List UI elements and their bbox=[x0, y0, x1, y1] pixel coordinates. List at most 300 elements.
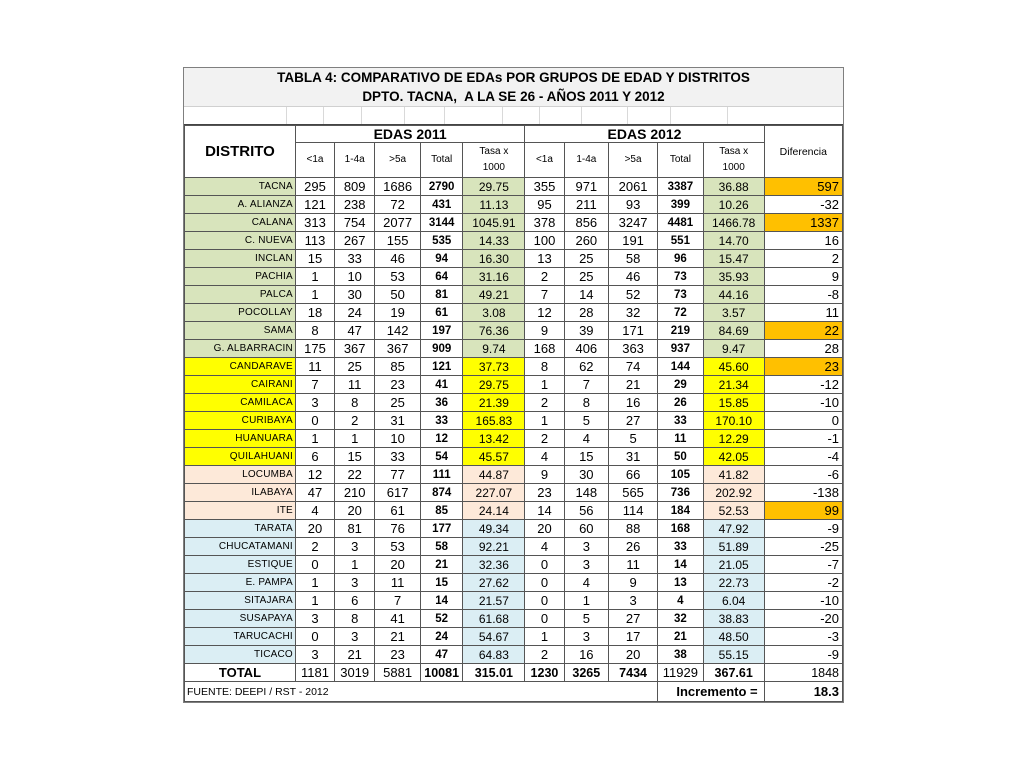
cell-diferencia: 11 bbox=[764, 304, 842, 322]
cell-y2011-total: 58 bbox=[420, 538, 462, 556]
cell-y2012-1-4: 148 bbox=[564, 484, 609, 502]
header-tasa-line-2: 1000 bbox=[482, 162, 505, 173]
cell-y2011-lt1: 4 bbox=[295, 502, 334, 520]
cell-y2012-total: 33 bbox=[658, 538, 704, 556]
total-2011-gt5: 5881 bbox=[375, 664, 421, 682]
cell-y2012-tasa: 22.73 bbox=[703, 574, 764, 592]
cell-y2011-1-4: 754 bbox=[335, 214, 375, 232]
cell-y2011-gt5: 61 bbox=[375, 502, 421, 520]
cell-diferencia: -4 bbox=[764, 448, 842, 466]
cell-y2012-lt1: 13 bbox=[525, 250, 564, 268]
cell-y2011-total: 21 bbox=[420, 556, 462, 574]
total-2012-1-4: 3265 bbox=[564, 664, 609, 682]
cell-y2012-total: 4481 bbox=[658, 214, 704, 232]
table-row bbox=[185, 610, 843, 628]
cell-diferencia: -2 bbox=[764, 574, 842, 592]
cell-y2011-tasa: 54.67 bbox=[463, 628, 525, 646]
cell-y2011-lt1: 0 bbox=[295, 628, 334, 646]
cell-y2012-gt5: 191 bbox=[609, 232, 658, 250]
cell-diferencia: 22 bbox=[764, 322, 842, 340]
cell-y2011-tasa: 29.75 bbox=[463, 178, 525, 196]
cell-y2011-total: 14 bbox=[420, 592, 462, 610]
cell-y2012-gt5: 32 bbox=[609, 304, 658, 322]
district-name: CANDARAVE bbox=[185, 358, 296, 376]
district-name: PACHIA bbox=[185, 268, 296, 286]
cell-y2012-total: 73 bbox=[658, 268, 704, 286]
cell-y2012-gt5: 3 bbox=[609, 592, 658, 610]
table-row bbox=[185, 214, 843, 232]
table-row bbox=[185, 430, 843, 448]
cell-y2011-total: 12 bbox=[420, 430, 462, 448]
cell-y2011-lt1: 0 bbox=[295, 412, 334, 430]
cell-y2012-tasa: 9.47 bbox=[703, 340, 764, 358]
cell-y2011-lt1: 15 bbox=[295, 250, 334, 268]
cell-y2012-tasa: 36.88 bbox=[703, 178, 764, 196]
spreadsheet-table bbox=[183, 67, 844, 703]
cell-y2011-gt5: 155 bbox=[375, 232, 421, 250]
header-edas-2011: EDAS 2011 bbox=[295, 126, 524, 143]
cell-y2011-1-4: 8 bbox=[335, 610, 375, 628]
cell-y2012-total: 96 bbox=[658, 250, 704, 268]
cell-y2011-total: 2790 bbox=[420, 178, 462, 196]
cell-y2011-1-4: 20 bbox=[335, 502, 375, 520]
cell-y2011-total: 15 bbox=[420, 574, 462, 592]
total-2012-tasa: 367.61 bbox=[703, 664, 764, 682]
cell-y2012-lt1: 355 bbox=[525, 178, 564, 196]
cell-y2011-tasa: 31.16 bbox=[463, 268, 525, 286]
cell-y2011-1-4: 47 bbox=[335, 322, 375, 340]
table-row bbox=[185, 232, 843, 250]
table-title-line-1: TABLA 4: COMPARATIVO DE EDAs POR GRUPOS DE EDAD Y DISTRITOS bbox=[277, 70, 750, 85]
cell-y2011-1-4: 22 bbox=[335, 466, 375, 484]
header-gt5-2012: >5a bbox=[609, 143, 658, 178]
header-1-4: 1-4a bbox=[335, 143, 375, 178]
cell-y2012-tasa: 170.10 bbox=[703, 412, 764, 430]
cell-diferencia: -7 bbox=[764, 556, 842, 574]
header-lt1: <1a bbox=[295, 143, 334, 178]
cell-y2011-total: 41 bbox=[420, 376, 462, 394]
cell-y2012-1-4: 971 bbox=[564, 178, 609, 196]
cell-y2011-1-4: 15 bbox=[335, 448, 375, 466]
cell-y2012-1-4: 28 bbox=[564, 304, 609, 322]
cell-diferencia: -6 bbox=[764, 466, 842, 484]
cell-y2011-lt1: 47 bbox=[295, 484, 334, 502]
cell-y2012-1-4: 8 bbox=[564, 394, 609, 412]
cell-diferencia: -25 bbox=[764, 538, 842, 556]
table-row bbox=[185, 628, 843, 646]
cell-y2011-tasa: 45.57 bbox=[463, 448, 525, 466]
cell-y2012-1-4: 25 bbox=[564, 250, 609, 268]
table-row bbox=[185, 340, 843, 358]
cell-y2011-total: 874 bbox=[420, 484, 462, 502]
cell-y2011-lt1: 313 bbox=[295, 214, 334, 232]
cell-y2012-1-4: 14 bbox=[564, 286, 609, 304]
total-row bbox=[185, 664, 843, 682]
cell-y2012-tasa: 45.60 bbox=[703, 358, 764, 376]
district-name: INCLAN bbox=[185, 250, 296, 268]
cell-y2012-gt5: 3247 bbox=[609, 214, 658, 232]
cell-y2012-gt5: 114 bbox=[609, 502, 658, 520]
cell-y2012-1-4: 39 bbox=[564, 322, 609, 340]
cell-y2011-total: 64 bbox=[420, 268, 462, 286]
cell-y2011-tasa: 44.87 bbox=[463, 466, 525, 484]
header-tasa-2012 bbox=[703, 143, 764, 178]
table-row bbox=[185, 502, 843, 520]
cell-y2011-1-4: 3 bbox=[335, 574, 375, 592]
cell-y2011-lt1: 2 bbox=[295, 538, 334, 556]
cell-y2012-total: 14 bbox=[658, 556, 704, 574]
cell-y2011-1-4: 6 bbox=[335, 592, 375, 610]
cell-y2012-tasa: 44.16 bbox=[703, 286, 764, 304]
table-row bbox=[185, 250, 843, 268]
header-edas-2012: EDAS 2012 bbox=[525, 126, 764, 143]
cell-y2011-gt5: 53 bbox=[375, 268, 421, 286]
cell-y2012-lt1: 378 bbox=[525, 214, 564, 232]
total-2011-lt1: 1181 bbox=[295, 664, 334, 682]
cell-y2011-tasa: 13.42 bbox=[463, 430, 525, 448]
cell-diferencia: -32 bbox=[764, 196, 842, 214]
cell-y2011-gt5: 46 bbox=[375, 250, 421, 268]
cell-y2011-lt1: 0 bbox=[295, 556, 334, 574]
cell-y2011-gt5: 23 bbox=[375, 646, 421, 664]
table-row bbox=[185, 538, 843, 556]
cell-y2011-lt1: 18 bbox=[295, 304, 334, 322]
cell-y2011-lt1: 175 bbox=[295, 340, 334, 358]
cell-y2011-gt5: 20 bbox=[375, 556, 421, 574]
cell-y2012-1-4: 60 bbox=[564, 520, 609, 538]
cell-y2011-tasa: 27.62 bbox=[463, 574, 525, 592]
cell-y2012-lt1: 9 bbox=[525, 322, 564, 340]
cell-y2011-lt1: 1 bbox=[295, 430, 334, 448]
cell-y2011-tasa: 3.08 bbox=[463, 304, 525, 322]
total-2011-1-4: 3019 bbox=[335, 664, 375, 682]
district-name: ESTIQUE bbox=[185, 556, 296, 574]
cell-y2012-1-4: 211 bbox=[564, 196, 609, 214]
cell-y2012-lt1: 8 bbox=[525, 358, 564, 376]
cell-y2011-1-4: 25 bbox=[335, 358, 375, 376]
cell-y2012-gt5: 17 bbox=[609, 628, 658, 646]
header-diferencia: Diferencia bbox=[764, 126, 842, 178]
header-1-4-2012: 1-4a bbox=[564, 143, 609, 178]
cell-y2011-total: 909 bbox=[420, 340, 462, 358]
cell-y2011-tasa: 61.68 bbox=[463, 610, 525, 628]
cell-y2012-tasa: 12.29 bbox=[703, 430, 764, 448]
cell-y2012-tasa: 3.57 bbox=[703, 304, 764, 322]
cell-y2011-1-4: 21 bbox=[335, 646, 375, 664]
cell-y2011-1-4: 1 bbox=[335, 556, 375, 574]
cell-y2011-1-4: 2 bbox=[335, 412, 375, 430]
cell-y2011-1-4: 10 bbox=[335, 268, 375, 286]
cell-y2011-total: 52 bbox=[420, 610, 462, 628]
district-name: ILABAYA bbox=[185, 484, 296, 502]
table-row bbox=[185, 286, 843, 304]
district-name: POCOLLAY bbox=[185, 304, 296, 322]
table-row bbox=[185, 448, 843, 466]
cell-diferencia: -10 bbox=[764, 394, 842, 412]
table-row bbox=[185, 304, 843, 322]
table-row bbox=[185, 646, 843, 664]
district-name: SAMA bbox=[185, 322, 296, 340]
district-name: SITAJARA bbox=[185, 592, 296, 610]
cell-y2011-gt5: 85 bbox=[375, 358, 421, 376]
table-row bbox=[185, 376, 843, 394]
cell-diferencia: 23 bbox=[764, 358, 842, 376]
cell-diferencia: -8 bbox=[764, 286, 842, 304]
cell-y2012-tasa: 14.70 bbox=[703, 232, 764, 250]
cell-y2012-tasa: 47.92 bbox=[703, 520, 764, 538]
cell-y2011-total: 3144 bbox=[420, 214, 462, 232]
cell-diferencia: 0 bbox=[764, 412, 842, 430]
cell-y2012-total: 29 bbox=[658, 376, 704, 394]
cell-y2012-gt5: 363 bbox=[609, 340, 658, 358]
cell-y2012-1-4: 3 bbox=[564, 538, 609, 556]
cell-y2011-gt5: 2077 bbox=[375, 214, 421, 232]
cell-y2012-1-4: 3 bbox=[564, 556, 609, 574]
cell-y2011-1-4: 24 bbox=[335, 304, 375, 322]
cell-y2011-lt1: 7 bbox=[295, 376, 334, 394]
cell-y2011-1-4: 11 bbox=[335, 376, 375, 394]
cell-y2012-1-4: 16 bbox=[564, 646, 609, 664]
footer-source: FUENTE: DEEPI / RST - 2012 bbox=[185, 682, 658, 702]
cell-y2012-1-4: 406 bbox=[564, 340, 609, 358]
total-2011-total: 10081 bbox=[420, 664, 462, 682]
district-name: CURIBAYA bbox=[185, 412, 296, 430]
cell-y2011-tasa: 14.33 bbox=[463, 232, 525, 250]
cell-y2012-1-4: 25 bbox=[564, 268, 609, 286]
district-name: HUANUARA bbox=[185, 430, 296, 448]
cell-y2011-tasa: 76.36 bbox=[463, 322, 525, 340]
cell-y2012-total: 551 bbox=[658, 232, 704, 250]
cell-y2011-gt5: 617 bbox=[375, 484, 421, 502]
cell-y2012-tasa: 1466.78 bbox=[703, 214, 764, 232]
cell-y2011-1-4: 3 bbox=[335, 628, 375, 646]
cell-y2011-tasa: 24.14 bbox=[463, 502, 525, 520]
cell-y2011-gt5: 31 bbox=[375, 412, 421, 430]
table-row bbox=[185, 358, 843, 376]
cell-y2011-tasa: 165.83 bbox=[463, 412, 525, 430]
cell-diferencia: -20 bbox=[764, 610, 842, 628]
table-row bbox=[185, 574, 843, 592]
district-name: C. NUEVA bbox=[185, 232, 296, 250]
cell-y2011-lt1: 121 bbox=[295, 196, 334, 214]
cell-y2012-gt5: 74 bbox=[609, 358, 658, 376]
cell-y2012-gt5: 93 bbox=[609, 196, 658, 214]
cell-y2011-1-4: 3 bbox=[335, 538, 375, 556]
cell-y2012-gt5: 27 bbox=[609, 412, 658, 430]
cell-y2011-tasa: 21.57 bbox=[463, 592, 525, 610]
cell-y2011-tasa: 29.75 bbox=[463, 376, 525, 394]
footer-row bbox=[185, 682, 843, 702]
cell-y2012-lt1: 168 bbox=[525, 340, 564, 358]
cell-y2012-gt5: 66 bbox=[609, 466, 658, 484]
cell-y2012-lt1: 1 bbox=[525, 628, 564, 646]
cell-y2012-gt5: 16 bbox=[609, 394, 658, 412]
cell-y2012-tasa: 84.69 bbox=[703, 322, 764, 340]
cell-y2012-total: 736 bbox=[658, 484, 704, 502]
cell-y2012-total: 72 bbox=[658, 304, 704, 322]
cell-y2012-1-4: 5 bbox=[564, 610, 609, 628]
cell-y2011-tasa: 92.21 bbox=[463, 538, 525, 556]
cell-y2012-tasa: 38.83 bbox=[703, 610, 764, 628]
table-row bbox=[185, 592, 843, 610]
cell-y2012-tasa: 10.26 bbox=[703, 196, 764, 214]
table-row bbox=[185, 520, 843, 538]
cell-y2012-gt5: 26 bbox=[609, 538, 658, 556]
cell-y2012-total: 168 bbox=[658, 520, 704, 538]
cell-y2012-tasa: 21.34 bbox=[703, 376, 764, 394]
cell-y2011-tasa: 9.74 bbox=[463, 340, 525, 358]
cell-y2011-total: 177 bbox=[420, 520, 462, 538]
cell-y2012-total: 32 bbox=[658, 610, 704, 628]
cell-y2011-total: 111 bbox=[420, 466, 462, 484]
cell-y2012-tasa: 15.85 bbox=[703, 394, 764, 412]
cell-diferencia: -10 bbox=[764, 592, 842, 610]
district-name: LOCUMBA bbox=[185, 466, 296, 484]
cell-y2011-gt5: 41 bbox=[375, 610, 421, 628]
cell-diferencia: -12 bbox=[764, 376, 842, 394]
header-tasa-2012-line-1: Tasa x bbox=[719, 146, 749, 157]
table-row bbox=[185, 268, 843, 286]
cell-y2011-gt5: 25 bbox=[375, 394, 421, 412]
table-row bbox=[185, 466, 843, 484]
cell-y2011-lt1: 12 bbox=[295, 466, 334, 484]
cell-y2011-gt5: 76 bbox=[375, 520, 421, 538]
cell-diferencia: 16 bbox=[764, 232, 842, 250]
cell-y2011-lt1: 1 bbox=[295, 592, 334, 610]
district-name: G. ALBARRACIN bbox=[185, 340, 296, 358]
district-name: QUILAHUANI bbox=[185, 448, 296, 466]
cell-y2012-total: 399 bbox=[658, 196, 704, 214]
cell-y2011-tasa: 37.73 bbox=[463, 358, 525, 376]
cell-y2012-gt5: 5 bbox=[609, 430, 658, 448]
table-row bbox=[185, 322, 843, 340]
cell-y2011-tasa: 1045.91 bbox=[463, 214, 525, 232]
table-row bbox=[185, 178, 843, 196]
cell-y2011-lt1: 1 bbox=[295, 268, 334, 286]
cell-y2011-gt5: 72 bbox=[375, 196, 421, 214]
cell-y2011-1-4: 33 bbox=[335, 250, 375, 268]
cell-y2012-lt1: 0 bbox=[525, 592, 564, 610]
cell-y2012-lt1: 1 bbox=[525, 376, 564, 394]
cell-y2012-total: 105 bbox=[658, 466, 704, 484]
cell-y2012-total: 219 bbox=[658, 322, 704, 340]
cell-y2011-tasa: 32.36 bbox=[463, 556, 525, 574]
empty-spacer-row bbox=[184, 107, 843, 125]
table-row bbox=[185, 556, 843, 574]
cell-y2012-tasa: 6.04 bbox=[703, 592, 764, 610]
district-name: TARUCACHI bbox=[185, 628, 296, 646]
district-name: TICACO bbox=[185, 646, 296, 664]
cell-diferencia: 597 bbox=[764, 178, 842, 196]
header-distrito: DISTRITO bbox=[185, 126, 296, 178]
header-tasa bbox=[463, 143, 525, 178]
cell-y2012-1-4: 15 bbox=[564, 448, 609, 466]
cell-y2011-gt5: 11 bbox=[375, 574, 421, 592]
cell-y2012-1-4: 856 bbox=[564, 214, 609, 232]
table-title bbox=[184, 68, 843, 107]
cell-y2012-total: 33 bbox=[658, 412, 704, 430]
cell-y2012-total: 4 bbox=[658, 592, 704, 610]
cell-y2012-total: 937 bbox=[658, 340, 704, 358]
district-name: CAMILACA bbox=[185, 394, 296, 412]
cell-y2011-total: 94 bbox=[420, 250, 462, 268]
cell-y2012-lt1: 4 bbox=[525, 448, 564, 466]
cell-y2012-gt5: 31 bbox=[609, 448, 658, 466]
cell-y2012-1-4: 30 bbox=[564, 466, 609, 484]
cell-y2011-gt5: 10 bbox=[375, 430, 421, 448]
cell-diferencia: -9 bbox=[764, 520, 842, 538]
cell-y2012-gt5: 21 bbox=[609, 376, 658, 394]
cell-y2012-tasa: 42.05 bbox=[703, 448, 764, 466]
cell-diferencia: -3 bbox=[764, 628, 842, 646]
cell-diferencia: -138 bbox=[764, 484, 842, 502]
cell-y2012-tasa: 51.89 bbox=[703, 538, 764, 556]
cell-y2012-lt1: 12 bbox=[525, 304, 564, 322]
cell-y2012-total: 21 bbox=[658, 628, 704, 646]
cell-y2011-gt5: 142 bbox=[375, 322, 421, 340]
cell-y2011-total: 33 bbox=[420, 412, 462, 430]
cell-y2011-gt5: 33 bbox=[375, 448, 421, 466]
cell-y2011-lt1: 3 bbox=[295, 646, 334, 664]
cell-y2011-total: 81 bbox=[420, 286, 462, 304]
cell-y2012-tasa: 48.50 bbox=[703, 628, 764, 646]
cell-y2011-gt5: 53 bbox=[375, 538, 421, 556]
district-name: TACNA bbox=[185, 178, 296, 196]
district-name: E. PAMPA bbox=[185, 574, 296, 592]
cell-y2012-lt1: 2 bbox=[525, 430, 564, 448]
cell-y2011-tasa: 64.83 bbox=[463, 646, 525, 664]
cell-y2012-gt5: 11 bbox=[609, 556, 658, 574]
cell-y2012-lt1: 23 bbox=[525, 484, 564, 502]
cell-y2012-tasa: 15.47 bbox=[703, 250, 764, 268]
cell-y2012-gt5: 20 bbox=[609, 646, 658, 664]
cell-y2011-lt1: 20 bbox=[295, 520, 334, 538]
cell-y2012-lt1: 0 bbox=[525, 556, 564, 574]
cell-y2011-tasa: 11.13 bbox=[463, 196, 525, 214]
cell-y2011-gt5: 50 bbox=[375, 286, 421, 304]
cell-y2011-total: 197 bbox=[420, 322, 462, 340]
cell-y2011-gt5: 7 bbox=[375, 592, 421, 610]
cell-y2012-tasa: 52.53 bbox=[703, 502, 764, 520]
cell-y2012-gt5: 27 bbox=[609, 610, 658, 628]
table-row bbox=[185, 394, 843, 412]
cell-y2012-lt1: 2 bbox=[525, 268, 564, 286]
cell-y2012-lt1: 1 bbox=[525, 412, 564, 430]
cell-y2012-lt1: 0 bbox=[525, 610, 564, 628]
cell-y2012-total: 3387 bbox=[658, 178, 704, 196]
table-row bbox=[185, 484, 843, 502]
cell-y2011-1-4: 238 bbox=[335, 196, 375, 214]
cell-y2012-lt1: 100 bbox=[525, 232, 564, 250]
cell-diferencia: -1 bbox=[764, 430, 842, 448]
cell-y2012-1-4: 1 bbox=[564, 592, 609, 610]
header-tasa-line-1: Tasa x bbox=[479, 146, 509, 157]
cell-y2011-lt1: 3 bbox=[295, 394, 334, 412]
cell-y2011-tasa: 16.30 bbox=[463, 250, 525, 268]
cell-y2011-gt5: 77 bbox=[375, 466, 421, 484]
cell-y2011-total: 24 bbox=[420, 628, 462, 646]
cell-y2012-lt1: 95 bbox=[525, 196, 564, 214]
cell-diferencia: 28 bbox=[764, 340, 842, 358]
cell-y2012-gt5: 88 bbox=[609, 520, 658, 538]
cell-y2012-lt1: 7 bbox=[525, 286, 564, 304]
cell-y2011-lt1: 1 bbox=[295, 286, 334, 304]
cell-y2012-gt5: 2061 bbox=[609, 178, 658, 196]
cell-y2012-gt5: 565 bbox=[609, 484, 658, 502]
cell-y2012-total: 13 bbox=[658, 574, 704, 592]
header-lt1-2012: <1a bbox=[525, 143, 564, 178]
cell-y2011-lt1: 113 bbox=[295, 232, 334, 250]
